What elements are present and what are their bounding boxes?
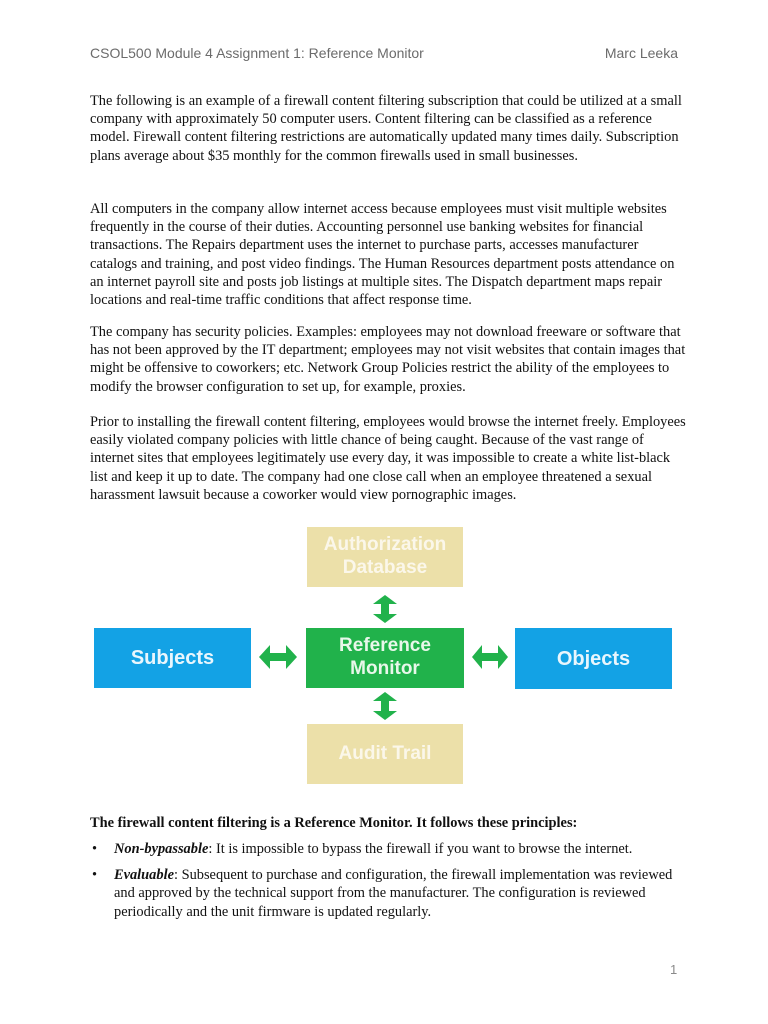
principle-description: : Subsequent to purchase and configuration, the firewall implementation was reviewed and approved by the technical support from the manufacturer. The configuration is reviewed periodically and the unit firmware is updated regularly. xyxy=(114,867,673,920)
box-label-line1: Authorization xyxy=(323,534,447,556)
principle-term: Non-bypassable xyxy=(114,841,209,857)
bullet-icon: • xyxy=(92,867,98,884)
bullet-icon: • xyxy=(92,841,98,857)
page-header xyxy=(90,45,678,65)
principle-item-evaluable xyxy=(90,866,690,921)
paragraph-text: Prior to installing the firewall content filtering, employees would browse the internet freely. Employees easily violated company policies with little chance of being caught. Because of the vast range of internet sites that employees legitimately use every day, it was impossible to create a white list-black list and keep it up to date. The company had one close call when an employee threatened a sexual harassment lawsuit because a coworker would view pornographic images. xyxy=(90,414,686,503)
box-label: Audit Trail xyxy=(338,742,432,764)
paragraph-text: The following is an example of a firewall content filtering subscription that could be utilized at a small company with approximately 50 computer users. Content filtering can be classified as a reference model. Firewall content filtering restrictions are automatically updated many times daily. Subscription plans average about $35 monthly for the common firewalls used in small businesses. xyxy=(90,93,682,164)
reference-monitor-box xyxy=(306,628,464,688)
document-title: CSOL500 Module 4 Assignment 1: Reference Monitor xyxy=(90,45,424,61)
vertical-double-arrow-icon xyxy=(373,595,397,623)
principle-description: : It is impossible to bypass the firewall if you want to browse the internet. xyxy=(208,841,633,857)
paragraph-prior-state xyxy=(90,413,686,504)
box-label: Objects xyxy=(556,647,631,670)
principle-item-non-bypassable xyxy=(90,840,690,858)
principle-term: Evaluable xyxy=(114,867,174,884)
objects-box xyxy=(515,628,672,689)
author-name: Marc Leeka xyxy=(604,45,678,61)
principles-heading: The firewall content filtering is a Reference Monitor. It follows these principles: xyxy=(90,815,578,831)
box-label-line1: Reference xyxy=(339,635,431,657)
audit-trail-box xyxy=(307,724,463,784)
box-label: Subjects xyxy=(130,647,215,669)
paragraph-internet-access xyxy=(90,200,686,309)
page-number: 1 xyxy=(670,962,678,977)
box-label-line2: Monitor xyxy=(350,658,420,679)
principles-list xyxy=(90,840,690,929)
subjects-box xyxy=(94,628,251,688)
authorization-database-box xyxy=(307,527,463,587)
paragraph-security-policies xyxy=(90,323,686,396)
box-label-line2: Database xyxy=(342,557,428,578)
vertical-double-arrow-icon xyxy=(373,692,397,720)
paragraph-text: All computers in the company allow internet access because employees must visit multiple websites frequently in the course of their duties. Accounting personnel use banking websites for financial transactions. The Repairs department uses the internet to purchase parts, accesses manufacturer catalogs and training, and post video findings. The Human Resources department posts attendance on an internet payroll site and posts job listings at multiple sites. The Dispatch department maps repair locations and real-time traffic conditions that affect response time. xyxy=(90,201,675,309)
horizontal-double-arrow-icon xyxy=(259,645,297,669)
paragraph-intro xyxy=(90,92,686,165)
paragraph-text: The company has security policies. Examples: employees may not download freeware or software that has not been approved by the IT department; employees may not visit websites that contain images that might be offensive to coworkers; etc. Network Group Policies restrict the ability of the employees to modify the browser configuration to set up, for example, proxies. xyxy=(90,324,686,395)
horizontal-double-arrow-icon xyxy=(472,645,508,669)
